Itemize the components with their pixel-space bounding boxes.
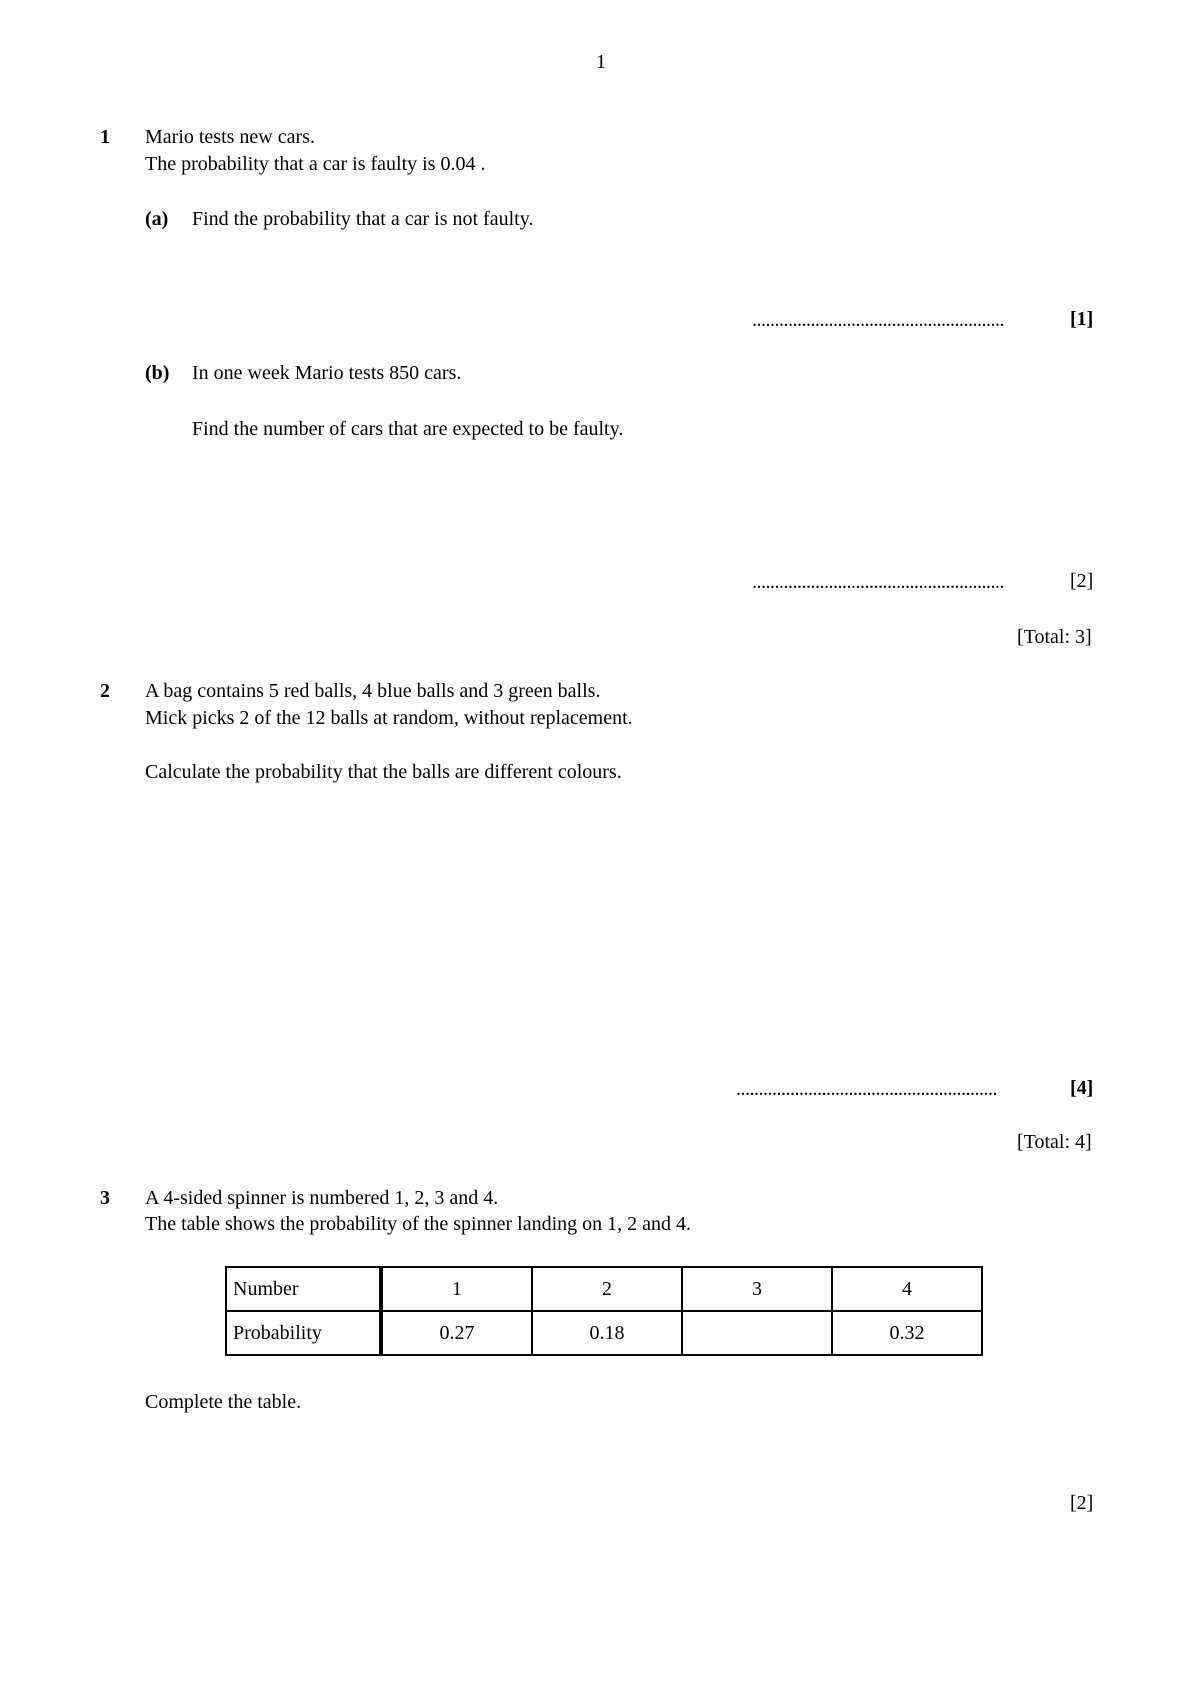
question-1-line2: The probability that a car is faulty is 0.04 . [145,153,486,175]
question-2-line2: Mick picks 2 of the 12 balls at random, without replacement. [145,707,633,729]
table-cell-number-4: 4 [832,1267,982,1311]
question-1a-answer-line[interactable]: ........................................................ [752,309,1004,331]
table-row-probability [226,1311,982,1355]
question-1b-marks: [2] [1070,570,1094,592]
table-header-number: Number [226,1267,381,1311]
table-cell-number-3: 3 [682,1267,832,1311]
table-cell-probability-3-blank[interactable] [682,1311,832,1355]
question-1b-text2: Find the number of cars that are expected to be faulty. [192,418,624,440]
page-number: 1 [596,51,606,73]
question-2-marks: [4] [1070,1077,1094,1099]
question-1b-label: (b) [145,362,170,384]
table-cell-number-2: 2 [532,1267,682,1311]
question-2-answer-line[interactable]: .......................................................... [736,1078,997,1100]
question-3-instruction: Complete the table. [145,1391,302,1413]
table-cell-probability-2: 0.18 [532,1311,682,1355]
table-row-number [226,1267,982,1311]
question-2-total: [Total: 4] [1017,1131,1092,1153]
question-2-number: 2 [100,680,110,702]
question-1a-label: (a) [145,208,169,230]
spinner-probability-table [225,1266,983,1356]
question-1b-answer-line[interactable]: ........................................................ [752,571,1004,593]
question-2-line1: A bag contains 5 red balls, 4 blue balls and 3 green balls. [145,680,601,702]
table-header-probability: Probability [226,1311,381,1355]
question-1-line1: Mario tests new cars. [145,126,315,148]
question-1a-text: Find the probability that a car is not faulty. [192,208,534,230]
question-3-number: 3 [100,1187,110,1209]
question-1a-marks: [1] [1070,308,1094,330]
question-3-line2: The table shows the probability of the spinner landing on 1, 2 and 4. [145,1213,692,1235]
question-1b-text: In one week Mario tests 850 cars. [192,362,462,384]
question-3-line1: A 4-sided spinner is numbered 1, 2, 3 and 4. [145,1187,499,1209]
question-1-number: 1 [100,126,110,148]
question-2-line3: Calculate the probability that the balls are different colours. [145,761,622,783]
table-cell-probability-1: 0.27 [381,1311,532,1355]
question-3-marks: [2] [1070,1492,1094,1514]
table-cell-probability-4: 0.32 [832,1311,982,1355]
table-cell-number-1: 1 [381,1267,532,1311]
question-1-total: [Total: 3] [1017,626,1092,648]
